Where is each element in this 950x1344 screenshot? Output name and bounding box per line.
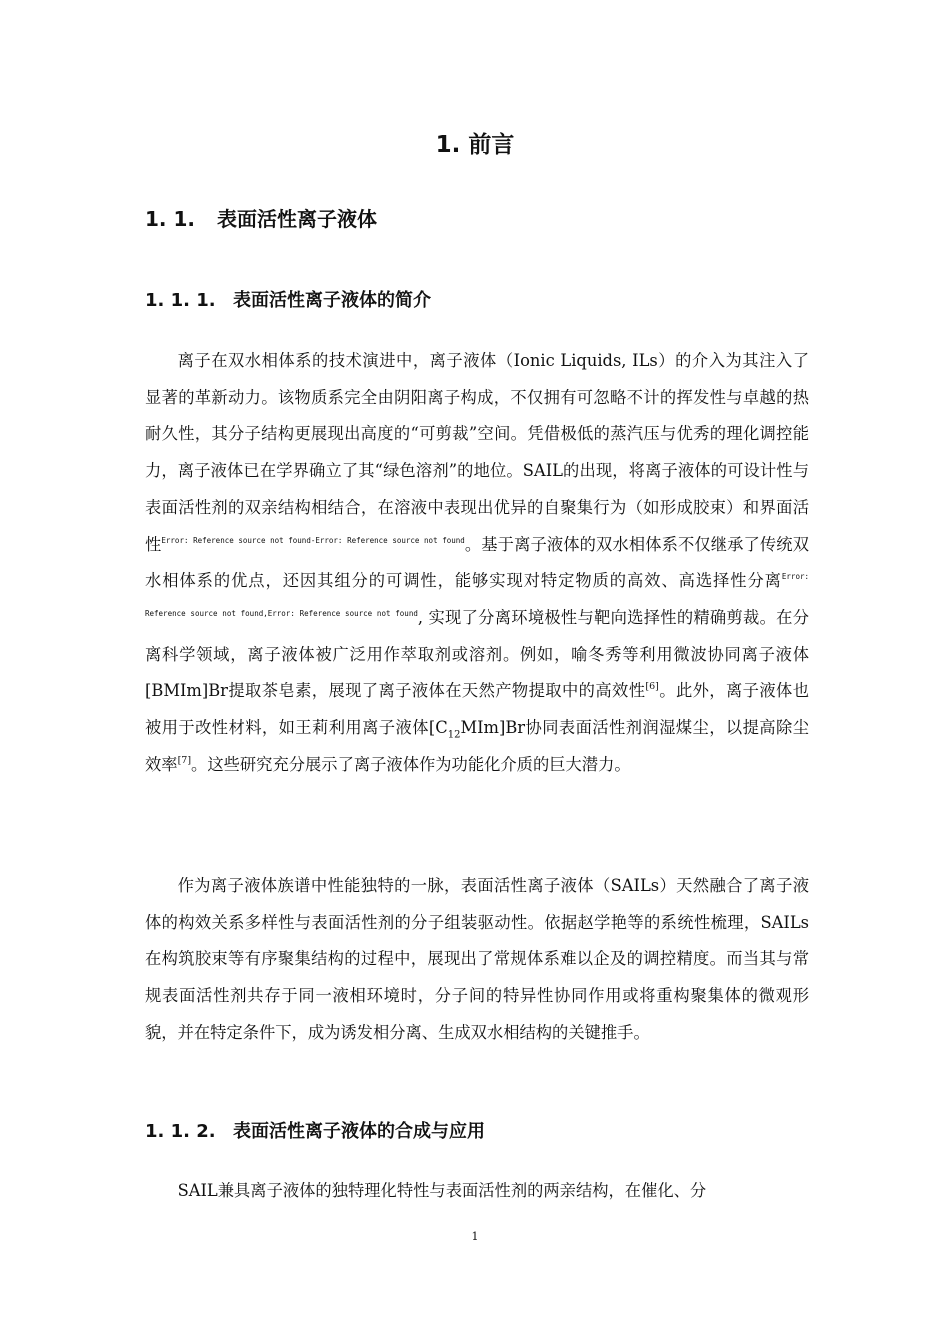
- paragraph-text: 离子在双水相体系的技术演进中，离子液体（Ionic Liquids, ILs）的介入为其注入了显著的革新动力。该物质系完全由阴阳离子构成，不仅拥有可忽略不计的挥发性与卓越的热耐久性，其分子结构更展现出高度的“可剪裁”空间。凭借极低的蒸汽压与优秀的理化调控能力，离子液体已在学界确立了其“绿色溶剂”的地位。SAIL的出现，将离子液体的可设计性与表面活性剂的双亲结构相结合，在溶液中表现出优异的自聚集行为（如形成胶束）和界面活性: [145, 351, 809, 554]
- paragraph-text: 。这些研究充分展示了离子液体作为功能化介质的巨大潜力。: [191, 754, 631, 774]
- reference-error: Error: Reference source not found,Error: Reference source not found: [145, 572, 809, 618]
- subsection-title: 表面活性离子液体的合成与应用: [233, 1121, 485, 1142]
- subsection-title: 表面活性离子液体的简介: [233, 290, 431, 311]
- subsection-number: 1. 1. 2.: [145, 1121, 216, 1142]
- subsection-heading-synthesis: [145, 1117, 485, 1143]
- citation-6: [6]: [645, 681, 659, 693]
- citation-7: [7]: [177, 754, 192, 766]
- section-heading: [145, 203, 377, 232]
- paragraph-text: , 实现了分离环境极性与靶向选择性的精确剪裁。在分离科学领域，离子液体被广泛用作萃取剂或溶剂。例如，喻冬秀等利用微波协同离子液体[BMIm]Br提取茶皂素，展现了离子液体在天然产物提取中的高效性: [145, 607, 809, 701]
- page-number: 1: [471, 1230, 479, 1243]
- chapter-heading: 1. 前言: [435, 132, 515, 158]
- paragraph-text: MIm]Br协同表面活性剂润湿煤尘，以提高除尘效率: [145, 718, 809, 774]
- reference-error: Error: Reference source not found-Error: Reference source not found: [161, 535, 465, 545]
- paragraph-2: 作为离子液体族谱中性能独特的一脉，表面活性离子液体（SAILs）天然融合了离子液体的构效关系多样性与表面活性剂的分子组装驱动性。依据赵学艳等的系统性梳理，SAILs在构筑胶束等有序聚集结构的过程中，展现出了常规体系难以企及的调控精度。而当其与常规表面活性剂共存于同一液相环境时，分子间的特异性协同作用或将重构聚集体的微观形貌，并在特定条件下，成为诱发相分离、生成双水相结构的关键推手。: [145, 876, 809, 1042]
- section-title: 表面活性离子液体: [217, 207, 377, 231]
- paragraph-text: 。此外，离子液体也被用于改性材料，如王莉利用离子液体[C: [145, 681, 809, 738]
- subscript: 12: [447, 729, 461, 741]
- subsection-number: 1. 1. 1.: [145, 290, 216, 311]
- paragraph-text: 。基于离子液体的双水相体系不仅继承了传统双水相体系的优点，还因其组分的可调性，能够实现对特定物质的高效、高选择性分离: [145, 534, 809, 591]
- subsection-heading-intro: [145, 286, 431, 312]
- paragraph-1: [145, 343, 809, 783]
- paragraph-3: SAIL兼具离子液体的独特理化特性与表面活性剂的两亲结构，在催化、分: [177, 1181, 707, 1200]
- section-number: 1. 1.: [145, 207, 195, 231]
